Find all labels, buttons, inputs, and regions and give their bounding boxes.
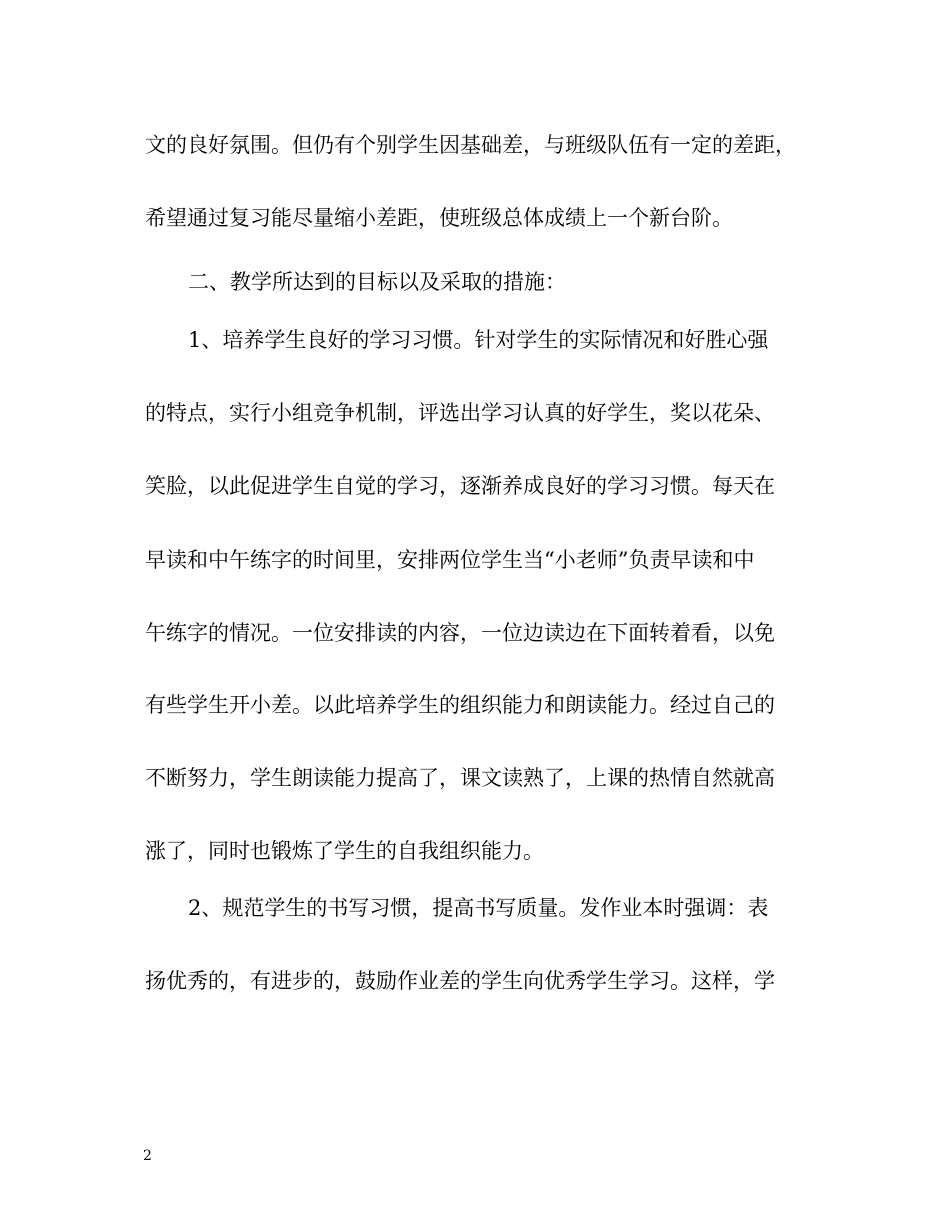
body-text-line: 的特点，实行小组竞争机制，评选出学习认真的好学生，奖以花朵、 [145,401,775,425]
body-text-line: 涨了，同时也锻炼了学生的自我组织能力。 [145,839,544,863]
body-text-line: 1、培养学生良好的学习习惯。针对学生的实际情况和好胜心强 [188,328,769,352]
body-text-line: 2、规范学生的书写习惯，提高书写质量。发作业本时强调：表 [188,896,769,920]
section-heading: 二、教学所达到的目标以及采取的措施： [188,270,566,294]
body-text-line: 早读和中午练字的时间里，安排两位学生当“小老师”负责早读和中 [145,548,755,572]
page-number: 2 [143,1148,152,1164]
body-text-line: 午练字的情况。一位安排读的内容，一位边读边在下面转着看，以免 [145,621,775,645]
body-text-line: 扬优秀的，有进步的，鼓励作业差的学生向优秀学生学习。这样，学 [145,969,775,993]
body-text-line: 有些学生开小差。以此培养学生的组织能力和朗读能力。经过自己的 [145,693,775,717]
body-text-line: 不断努力，学生朗读能力提高了，课文读熟了，上课的热情自然就高 [145,766,775,790]
body-text-line: 文的良好氛围。但仍有个别学生因基础差，与班级队伍有一定的差距， [145,133,796,157]
body-text-line: 希望通过复习能尽量缩小差距，使班级总体成绩上一个新台阶。 [145,206,733,230]
body-text-line: 笑脸，以此促进学生自觉的学习，逐渐养成良好的学习习惯。每天在 [145,474,775,498]
